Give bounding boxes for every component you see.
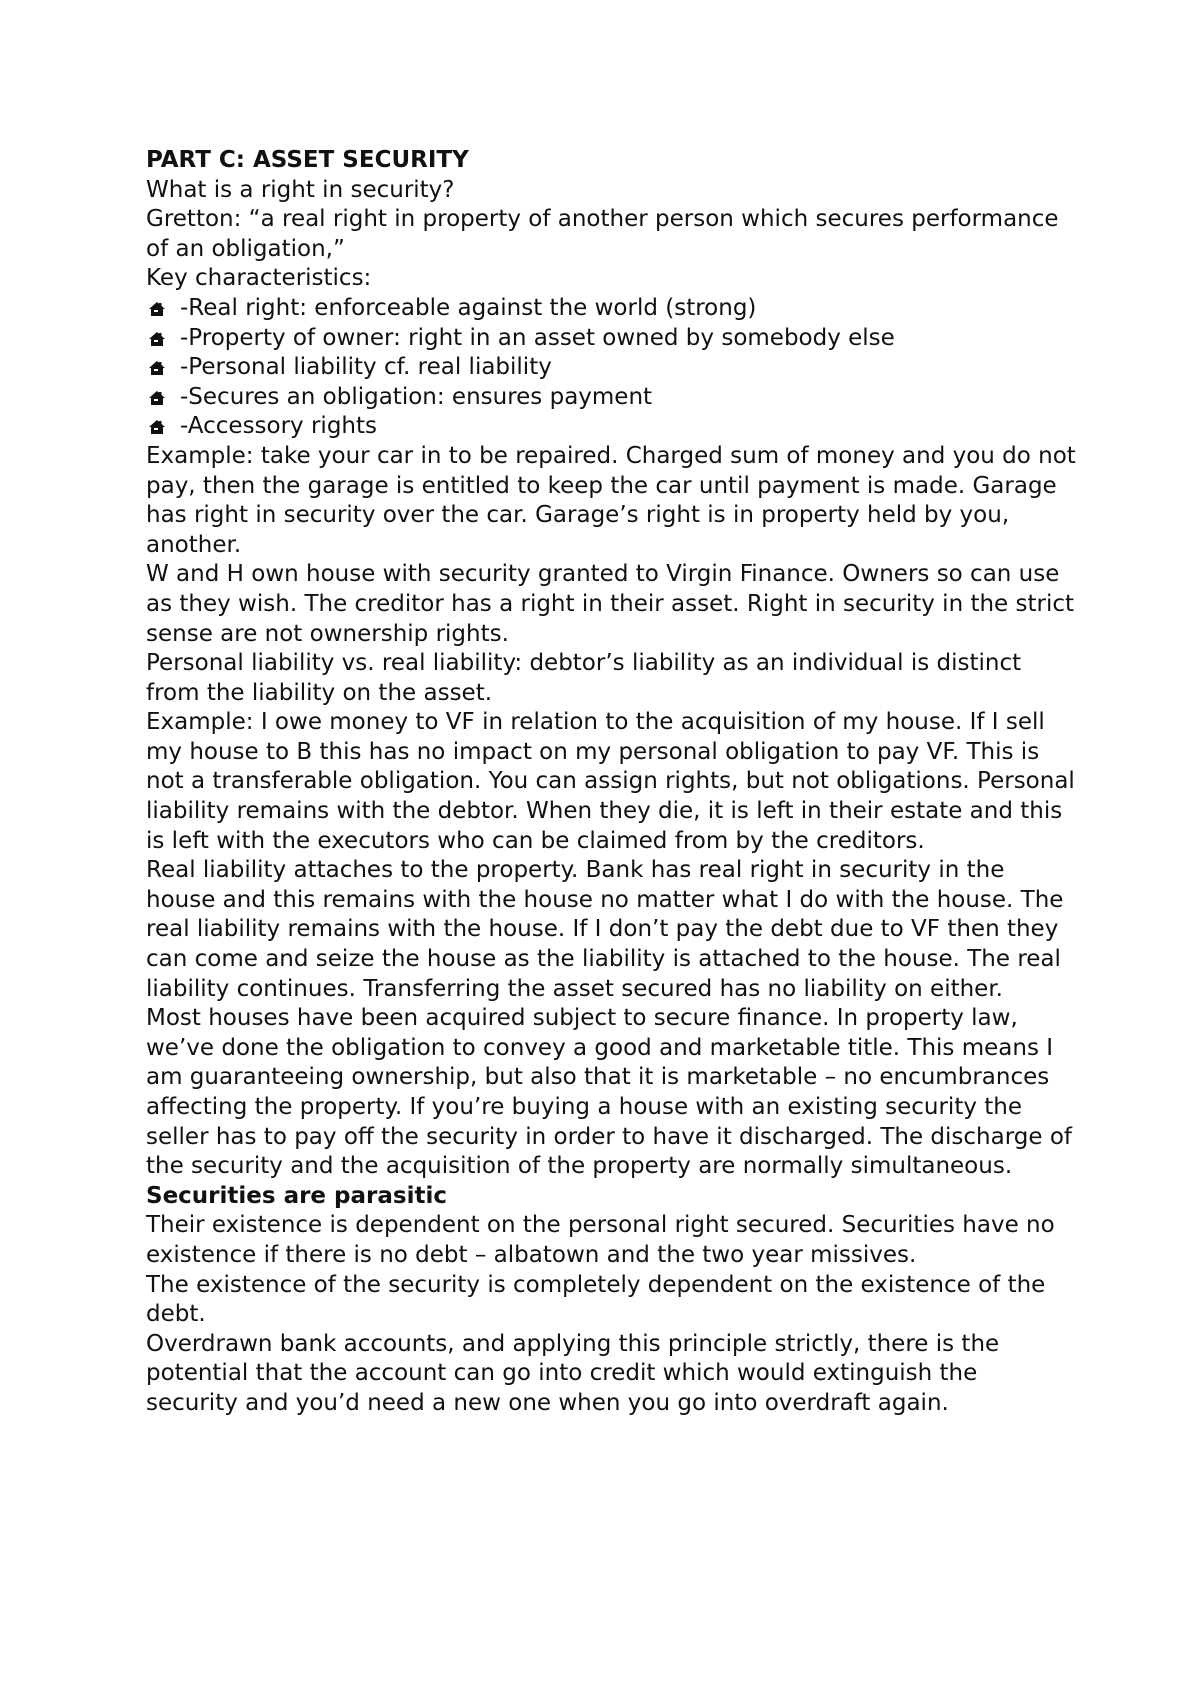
paragraph: Example: take your car in to be repaired. Charged sum of money and you do not pay, then the garage is entitled to keep the car until payment is made. Garage has right in security over the car. Garage’s right is in property held by you, another. (146, 442, 1076, 558)
paragraph: Their existence is dependent on the personal right secured. Securities have no existence if there is no debt – albatown and the two year missives. (146, 1212, 1055, 1268)
bullet-text: -Real right: enforceable against the world (strong) (180, 294, 757, 321)
paragraph: Overdrawn bank accounts, and applying this principle strictly, there is the potential that the account can go into credit which would extinguish the security and you’d need a new one when you go into overdraft again. (146, 1330, 1000, 1416)
house-bullet-icon (146, 353, 168, 383)
list-item (146, 324, 1076, 354)
paragraph: Real liability attaches to the property. Bank has real right in security in the house and this remains with the house no matter what I do with the house. The real liability remains with the house. If I don’t pay the debt due to VF then they can come and seize the house as the liability is attached to the house. The real liability continues. Transferring the asset secured has no liability on either. (146, 857, 1064, 1002)
house-bullet-icon (146, 412, 168, 442)
section-title: PART C: ASSET SECURITY (146, 147, 469, 173)
document-page (146, 146, 1076, 1419)
key-characteristics-list (146, 294, 1076, 442)
list-item (146, 383, 1076, 413)
paragraph: W and H own house with security granted to Virgin Finance. Owners so can use as they wish. The creditor has a right in their asset. Right in security in the strict sense are not ownership rights. (146, 561, 1075, 647)
bullet-text: -Secures an obligation: ensures payment (180, 383, 653, 410)
bullet-text: -Accessory rights (180, 413, 378, 440)
question-line: What is a right in security? (146, 176, 455, 203)
paragraph: Example: I owe money to VF in relation to the acquisition of my house. If I sell my house to B this has no impact on my personal obligation to pay VF. This is not a transferable obligation. You can assign rights, but not obligations. Personal liability remains with the debtor. When they die, it is left in their estate and this is left with the executors who can be claimed from by the creditors. (146, 709, 1075, 854)
paragraph: Most houses have been acquired subject to secure finance. In property law, we’ve done the obligation to convey a good and marketable title. This means I am guaranteeing ownership, but also that it is marketable – no encumbrances affecting the property. If you’re buying a house with an existing security the seller has to pay off the security in order to have it discharged. The discharge of the security and the acquisition of the property are normally simultaneous. (146, 1005, 1072, 1180)
bullet-text: -Personal liability cf. real liability (180, 354, 552, 381)
house-bullet-icon (146, 294, 168, 324)
house-bullet-icon (146, 383, 168, 413)
house-bullet-icon (146, 324, 168, 354)
paragraph: Personal liability vs. real liability: debtor’s liability as an individual is distinct from the liability on the asset. (146, 650, 1022, 706)
definition-quote: Gretton: “a real right in property of another person which secures performance of an obligation,” (146, 206, 1059, 262)
key-characteristics-heading: Key characteristics: (146, 265, 372, 292)
paragraph: The existence of the security is completely dependent on the existence of the debt. (146, 1271, 1046, 1328)
subheading: Securities are parasitic (146, 1182, 447, 1209)
list-item (146, 353, 1076, 383)
list-item (146, 412, 1076, 442)
list-item (146, 294, 1076, 324)
bullet-text: -Property of owner: right in an asset owned by somebody else (180, 324, 895, 351)
